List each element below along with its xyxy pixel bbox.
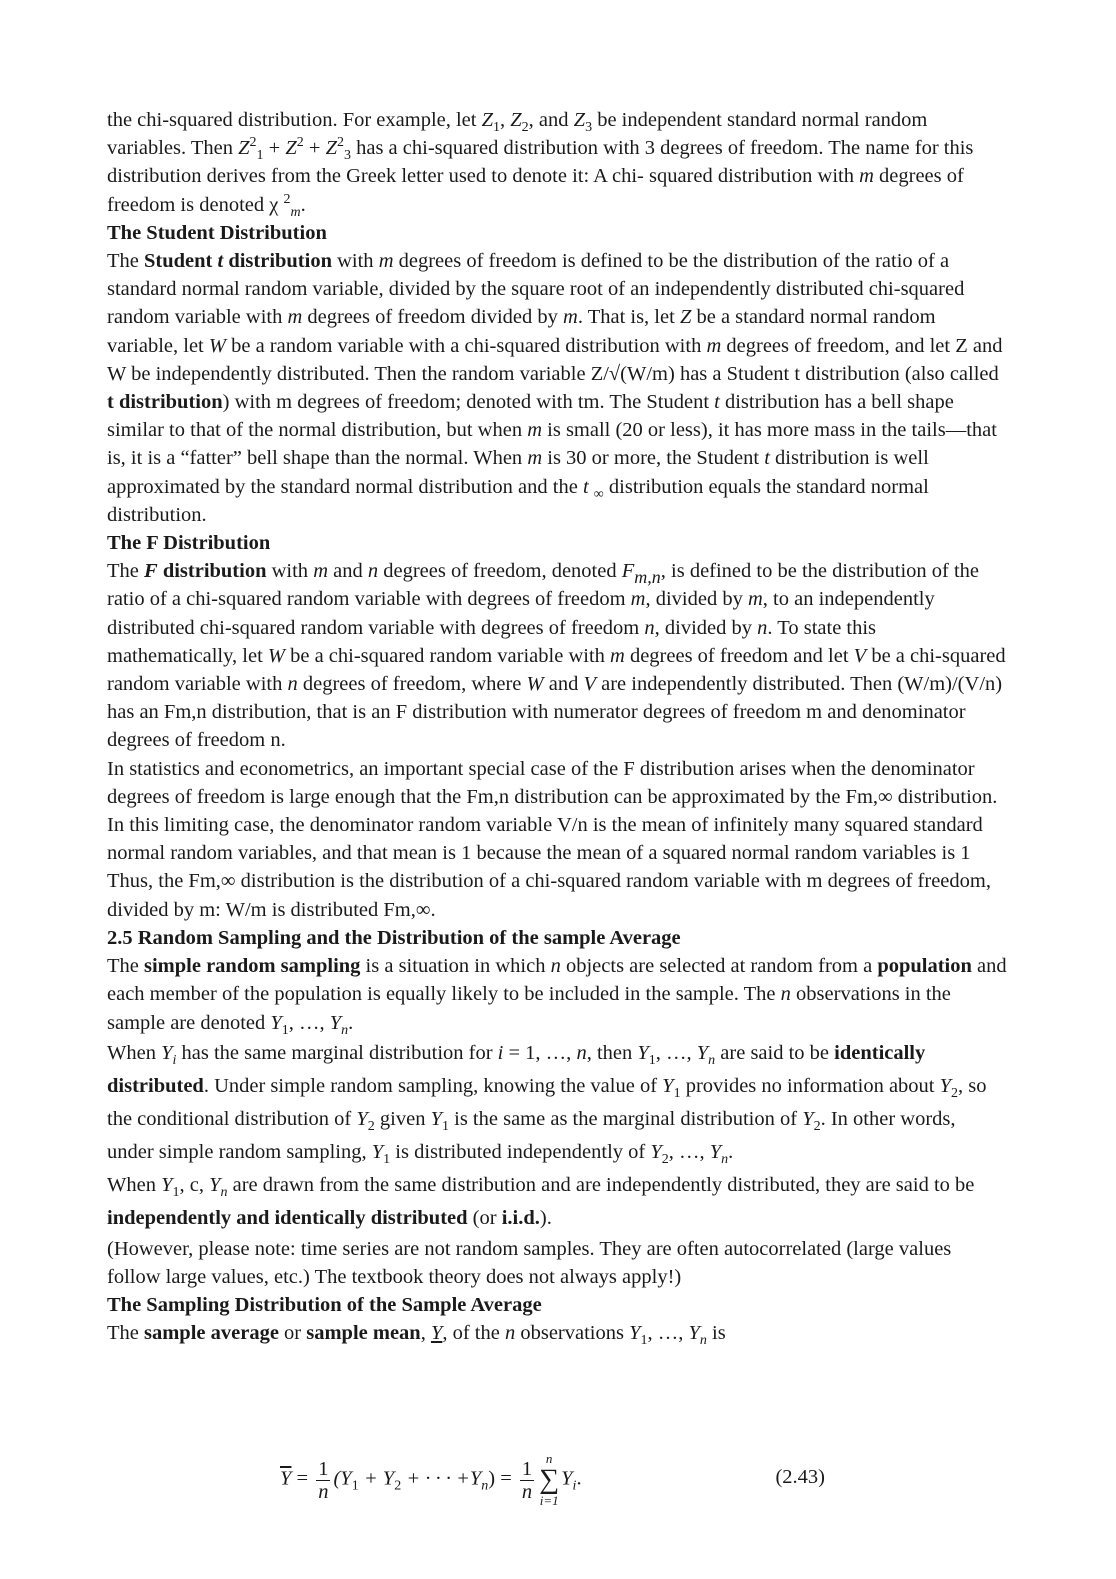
document-page [107, 106, 1007, 1348]
heading-random-sampling: 2.5 Random Sampling and the Distribution of the sample Average [107, 926, 681, 949]
heading-f-distribution: The F Distribution [107, 532, 271, 555]
paragraph-student: The Student t distribution with m degrees of freedom is defined to be the distribution of the ratio of a standard normal random variable, divided by the square root of an independently distributed chi-squared random variable with m degrees of freedom divided by m. That is, let Z be a standard normal random variable, let W be a random variable with a chi-squared distribution with m degrees of freedom, and let Z and W be independently distributed. Then the random variable Z/√(W/m) has a Student t distribution (also called t distribution) with m degrees of freedom; denoted with tm. The Student t distribution has a bell shape similar to that of the normal distribution, but when m is small (20 or less), it has more mass in the tails—that is, it is a “fatter” bell shape than the normal. When m is 30 or more, the Student t distribution is well approximated by the standard normal distribution and the t $_\infty$ distribution equals the standard normal distribution. [107, 250, 1003, 526]
y-bar-symbol: $\overline{Y}$ [280, 1467, 292, 1490]
paragraph-time-series-note: (However, please note: time series are not random samples. They are often autocorrelated (large values follow large values, etc.) The textbook theory does not always apply!) [107, 1237, 952, 1288]
summation-symbol: n ∑ i=1 [539, 1451, 560, 1508]
paragraph-sample-average: The sample average or sample mean, Y, of the n observations $Y_1$, …, $Y_n$ is [107, 1322, 726, 1349]
paragraph-f-limit: In statistics and econometrics, an important special case of the F distribution arises when the denominator degrees of freedom is large enough that the Fm,n distribution can be approximated by the Fm,∞ distribution. In this limiting case, the denominator random variable V/n is the mean of infinitely many squared standard normal random variables, and that mean is 1 because the mean of a squared normal random variables is 1 Thus, the Fm,∞ distribution is the distribution of a chi-squared random variable with m degrees of freedom, divided by m: W/m is distributed Fm,∞. [107, 757, 998, 921]
heading-sampling-distribution: The Sampling Distribution of the Sample Average [107, 1294, 542, 1317]
equals-sign: = [291, 1467, 314, 1490]
equation-number: (2.43) [775, 1466, 825, 1488]
fraction-one-over-n: $\frac{1}{n}$ [318, 1457, 329, 1503]
paragraph-iid: When $Y_1$, c, $Y_n$ are drawn from the same distribution and are independently distributed, they are said to be independently and identically distributed (or i.i.d.). [107, 1173, 975, 1229]
paragraph-f: The F distribution with m and n degrees of freedom, denoted Fm,n, is defined to be the distribution of the ratio of a chi-squared random variable with degrees of freedom m, divided by m, to an independently distributed chi-squared random variable with degrees of freedom n, divided by n. To state this mathematically, let W be a chi-squared random variable with m degrees of freedom and let V be a chi-squared random variable with n degrees of freedom, where W and V are independently distributed. Then (W/m)/(V/n) has an Fm,n distribution, that is an F distribution with numerator degrees of freedom m and denominator degrees of freedom n. [107, 560, 1006, 752]
paragraph-simple-random-sampling: The simple random sampling is a situation in which n objects are selected at random from a population and each member of the population is equally likely to be included in the sample. The n observations in the sample are denoted $Y_1$, …, $Y_n$. [107, 955, 1007, 1038]
fraction-one-over-n-2: $\frac{1}{n}$ [521, 1457, 533, 1503]
sum-terms: (Y [333, 1467, 352, 1490]
paragraph-chi-squared: the chi-squared distribution. For example, let $Z_1$, $Z_2$, and $Z_3$ be independent standard normal random variables. Then $Z^2_1 + Z^2 + Z^2_3$ has a chi-squared distribution with 3 degrees of freedom. The name for this distribution derives from the Greek letter used to denote it: A chi- squared distribution with m degrees of freedom is denoted χ $^2_m$. [107, 109, 974, 220]
paragraph-identically-distributed: When $Y_i$ has the same marginal distribution for i = 1, …, n, then $Y_1$, …, $Y_n$ are said to be identically distributed. Under simple random sampling, knowing the value of $Y_1$ provides no information about $Y_2$, so the conditional distribution of $Y_2$ given $Y_1$ is the same as the marginal distribution of $Y_2$. In other words, under simple random sampling, $Y_1$ is distributed independently of $Y_2$, …, $Y_n$. [107, 1041, 987, 1167]
heading-student-distribution: The Student Distribution [107, 221, 327, 244]
equation-2-43: $\overline{Y}$ = $\frac{1}{n}$ ($Y_1 + Y_2$ + · · · $+Y_n$) = $\frac{1}{n}$ n ∑ i=1 $Y_i$. (2.43) [280, 1451, 825, 1508]
